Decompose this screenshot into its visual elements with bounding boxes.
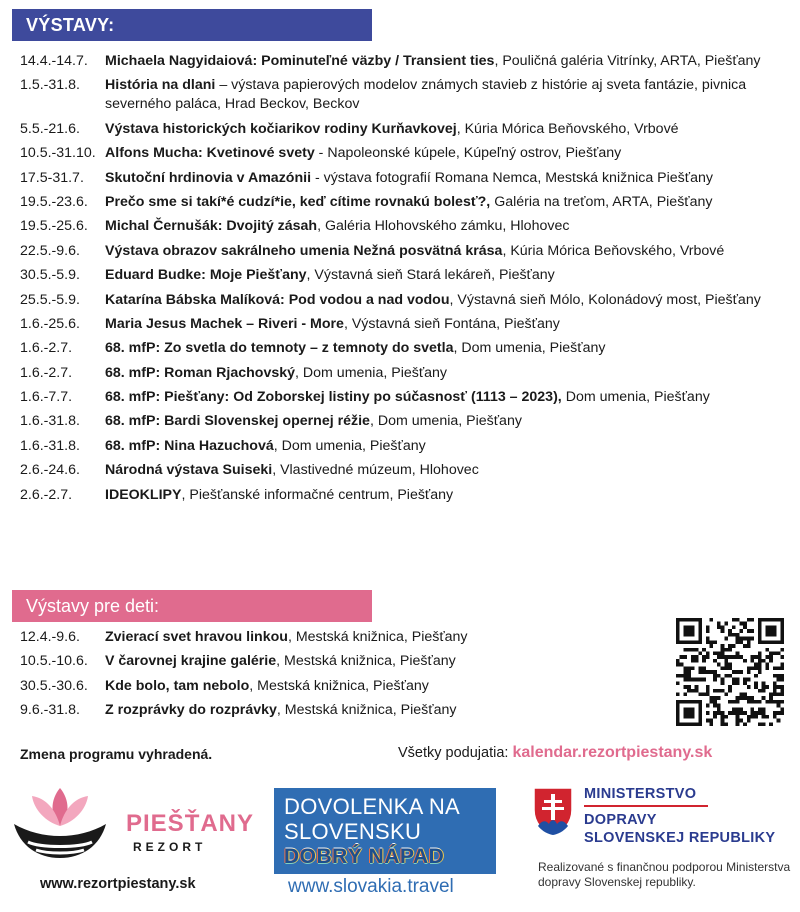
list-item (20, 364, 790, 383)
event-description (105, 486, 790, 505)
event-description (105, 364, 790, 383)
event-title: IDEOKLIPY (105, 486, 182, 503)
list-item (20, 291, 790, 310)
event-date: 2.6.-2.7. (20, 486, 73, 503)
list-item (20, 701, 660, 720)
event-date: 17.5-31.7. (20, 169, 84, 186)
list-item (20, 339, 790, 358)
event-date: 1.6.-7.7. (20, 389, 73, 406)
event-venue: - Napoleonské kúpele, Kúpeľný ostrov, Piešťany (314, 145, 622, 162)
event-venue: - výstava fotografií Romana Nemca, Mestská knižnica Piešťany (311, 169, 713, 186)
event-venue: , Vlastivedné múzeum, Hlohovec (272, 462, 479, 479)
list-item (20, 169, 790, 188)
event-date: 10.5.-10.6. (20, 653, 88, 670)
event-venue: , Mestská knižnica, Piešťany (249, 677, 429, 694)
adults-exhibitions-header: VÝSTAVY: (12, 9, 372, 41)
event-description (105, 266, 790, 285)
event-description (105, 461, 790, 480)
event-date: 19.5.-23.6. (20, 193, 88, 210)
list-item (20, 461, 790, 480)
event-date: 1.6.-31.8. (20, 413, 80, 430)
event-description (105, 169, 790, 188)
list-item (20, 486, 790, 505)
event-description (105, 315, 790, 334)
event-description (105, 144, 790, 163)
list-item (20, 315, 790, 334)
event-description (105, 76, 790, 114)
list-item (20, 76, 790, 114)
event-title: Alfons Mucha: Kvetinové svety (105, 145, 315, 162)
event-title: História na dlani (105, 77, 216, 94)
event-title: Michaela Nagyidaiová: Pominuteľné väzby / Transient ties (105, 53, 495, 69)
event-date: 12.4.-9.6. (20, 629, 80, 645)
qr-code[interactable] (676, 618, 784, 726)
event-title: Výstava obrazov sakrálneho umenia Nežná posvätná krása (105, 242, 503, 259)
ministry-line-3: SLOVENSKEJ REPUBLIKY (584, 830, 776, 846)
event-date: 1.6.-31.8. (20, 437, 80, 454)
program-change-note: Zmena programu vyhradená. (20, 746, 213, 762)
event-title: Maria Jesus Machek – Riveri - More (105, 315, 344, 332)
list-item (20, 217, 790, 236)
event-description (105, 242, 790, 261)
event-venue: , Výstavná sieň Mólo, Kolonádový most, Piešťany (449, 291, 761, 308)
event-venue: , Kúria Mórica Beňovského, Vrbové (456, 120, 679, 137)
event-venue: , Dom umenia, Piešťany (369, 413, 522, 430)
event-venue: , Dom umenia, Piešťany (295, 364, 448, 381)
event-date: 1.6.-2.7. (20, 364, 73, 381)
list-item (20, 193, 790, 212)
event-date: 1.6.-25.6. (20, 315, 80, 332)
list-item (20, 412, 790, 431)
event-title: Eduard Budke: Moje Piešťany (105, 267, 307, 284)
travel-line-2: SLOVENSKU (284, 819, 422, 844)
rezort-sub: REZORT (133, 840, 207, 854)
event-description (105, 291, 790, 310)
event-venue: , Výstavná sieň Stará lekáreň, Piešťany (306, 267, 555, 284)
adults-exhibitions-list (20, 52, 790, 510)
event-date: 30.5.-5.9. (20, 267, 80, 284)
event-date: 10.5.-31.10. (20, 145, 96, 162)
event-title: Michal Černušák: Dvojitý zásah (105, 218, 318, 235)
piestany-rezort-logo (6, 782, 266, 862)
event-venue: Dom umenia, Piešťany (561, 389, 710, 406)
event-date: 1.5.-31.8. (20, 77, 80, 94)
event-date: 19.5.-25.6. (20, 218, 88, 235)
event-venue: – výstava papierových modelov známych stavieb z histórie aj sveta fantázie, pivnica severného paláca, Hrad Beckov, Beckov (105, 77, 747, 113)
list-item (20, 52, 790, 71)
event-date: 22.5.-9.6. (20, 242, 80, 259)
event-title: Zvierací svet hravou linkou (105, 629, 288, 645)
lotus-logo-icon (6, 782, 114, 862)
event-venue: , Galéria Hlohovského zámku, Hlohovec (317, 218, 570, 235)
list-item (20, 120, 790, 139)
event-title: 68. mfP: Zo svetla do temnoty – z temnoty do svetla (105, 340, 454, 357)
list-item (20, 266, 790, 285)
slovakia-travel-logo (274, 788, 496, 874)
event-venue: , Mestská knižnica, Piešťany (276, 653, 456, 670)
ministry-transport-logo (528, 782, 792, 854)
event-description (105, 217, 790, 236)
travel-line-3: DOBRÝ NÁPAD (284, 845, 445, 868)
event-title: Národná výstava Suiseki (105, 462, 273, 479)
funding-note: Realizované s finančnou podporou Ministerstva dopravy Slovenskej republiky. (538, 860, 791, 889)
event-venue: , Mestská knižnica, Piešťany (276, 702, 457, 719)
event-date: 25.5.-5.9. (20, 291, 80, 308)
event-description (105, 339, 790, 358)
slovak-coat-of-arms-icon (532, 786, 574, 836)
event-date: 30.5.-30.6. (20, 677, 88, 694)
event-date: 2.6.-24.6. (20, 462, 80, 479)
event-venue: , Výstavná sieň Fontána, Piešťany (343, 315, 560, 332)
event-description (105, 120, 790, 139)
rezort-website-link[interactable]: www.rezortpiestany.sk (40, 876, 196, 892)
event-date: 1.6.-2.7. (20, 340, 73, 357)
list-item (20, 144, 790, 163)
ministry-line-1: MINISTERSTVO (584, 786, 697, 802)
rezort-name: PIEŠŤANY (126, 810, 255, 837)
all-events-line (398, 744, 712, 762)
event-venue: , Pouličná galéria Vitrínky, ARTA, Piešťany (494, 53, 761, 69)
all-events-link[interactable]: kalendar.rezortpiestany.sk (512, 744, 713, 761)
kids-exhibitions-list (20, 628, 660, 726)
event-description (105, 677, 660, 696)
event-title: Z rozprávky do rozprávky (105, 702, 277, 719)
event-date: 5.5.-21.6. (20, 120, 80, 137)
event-venue: , Mestská knižnica, Piešťany (287, 629, 468, 645)
event-title: Katarína Bábska Malíková: Pod vodou a nad vodou (105, 291, 450, 308)
list-item (20, 242, 790, 261)
event-title: 68. mfP: Nina Hazuchová (105, 437, 274, 454)
event-description (105, 412, 790, 431)
event-description (105, 52, 790, 71)
event-date: 9.6.-31.8. (20, 702, 80, 719)
event-description (105, 701, 660, 720)
event-venue: , Dom umenia, Piešťany (273, 437, 426, 454)
event-venue: , Kúria Mórica Beňovského, Vrbové (502, 242, 725, 259)
ministry-line-2: DOPRAVY (584, 812, 657, 828)
list-item (20, 388, 790, 407)
event-date: 14.4.-14.7. (20, 53, 88, 69)
event-title: 68. mfP: Roman Rjachovský (105, 364, 296, 381)
event-venue: , Dom umenia, Piešťany (453, 340, 606, 357)
ministry-divider (584, 805, 708, 807)
event-title: Kde bolo, tam nebolo (105, 677, 250, 694)
event-title: 68. mfP: Bardi Slovenskej opernej réžie (105, 413, 370, 430)
all-events-label: Všetky podujatia: (398, 745, 509, 761)
list-item (20, 652, 660, 671)
event-description (105, 437, 790, 456)
slovakia-travel-link[interactable]: www.slovakia.travel (288, 876, 454, 897)
list-item (20, 628, 660, 647)
event-description (105, 193, 790, 212)
event-venue: Galéria na treťom, ARTA, Piešťany (490, 193, 713, 210)
kids-exhibitions-header: Výstavy pre deti: (12, 590, 372, 622)
event-title: 68. mfP: Piešťany: Od Zoborskej listiny po súčasnosť (1113 – 2023), (105, 389, 562, 406)
event-description (105, 652, 660, 671)
event-description (105, 628, 660, 647)
event-venue: , Piešťanské informačné centrum, Piešťany (181, 486, 454, 503)
list-item (20, 437, 790, 456)
event-title: Prečo sme si takí*é cudzí*ie, keď cítime rovnakú bolesť?, (105, 193, 491, 210)
event-title: V čarovnej krajine galérie (105, 653, 277, 670)
list-item (20, 677, 660, 696)
event-title: Skutoční hrdinovia v Amazónii (105, 169, 312, 186)
event-title: Výstava historických kočiarikov rodiny Kurňavkovej (105, 120, 457, 137)
event-description (105, 388, 790, 407)
travel-line-1: DOVOLENKA NA (284, 794, 460, 819)
